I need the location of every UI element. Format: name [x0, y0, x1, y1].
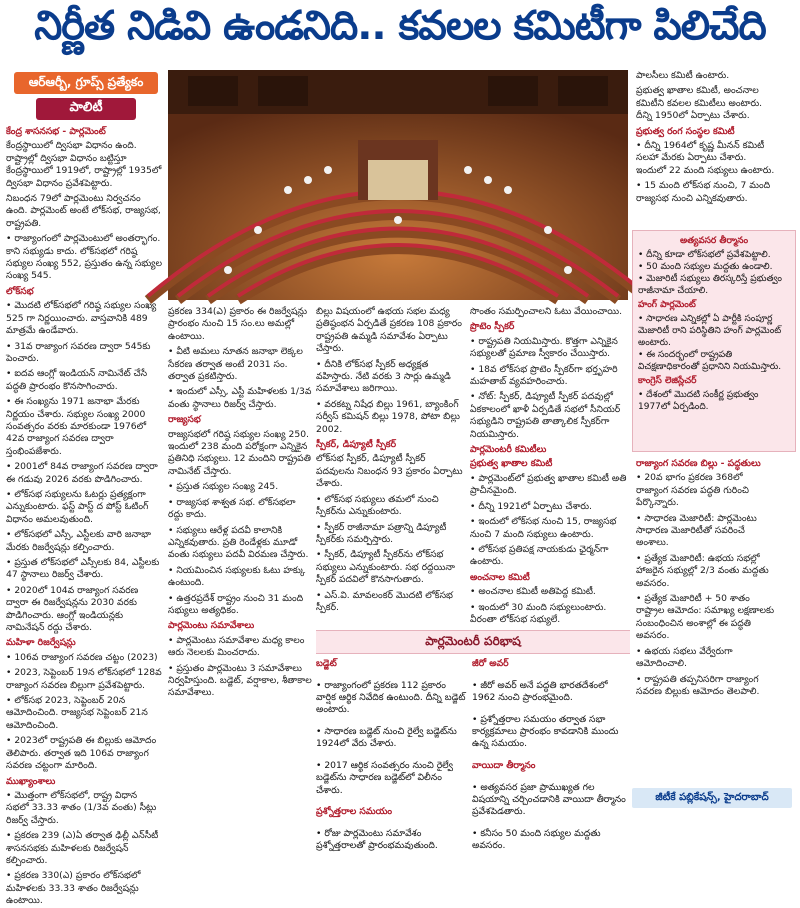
subheading: కేంద్ర శాసనసభ - పార్లమెంట్ [6, 126, 106, 137]
paragraph: • నోట్: స్పీకర్, డిప్యూటీ స్పీకర్ పదవుల్లో ఏకకాలంలో ఖాళీ ఏర్పడితే సభలో సీనియర్ సభ్యుడిని రాష్ట్రపతి తాత్కాలిక స్పీకర్‌గా నియమిస్తారు. [470, 391, 621, 440]
paragraph: • 2017 ఆర్థిక సంవత్సరం నుంచి రైల్వే బడ్జెట్‌ను సాధారణ బడ్జెట్‌లో విలీనం చేశారు. [316, 760, 453, 796]
paragraph: • 20వ భాగం ప్రకరణ 368లో రాజ్యాంగ సవరణ పద్ధతి గురించి పేర్కొన్నారు. [636, 472, 749, 509]
paragraph: • రాజ్యాంగంలో ప్రకరణ 112 ప్రకారం వార్షిక ఆర్థిక నివేదిక ఉంటుంది. దీన్ని బడ్జెట్ అంటారు. [316, 679, 466, 716]
paragraph: • కనీసం 50 మంది సభ్యుల మద్దతు అవసరం. [472, 828, 601, 852]
paragraph: • అత్యవసర ప్రజా ప్రాముఖ్యత గల విషయాన్ని చర్చించడానికి వాయిదా తీర్మానం ప్రవేశపెడతారు. [472, 781, 626, 818]
paragraph: • స్పీకర్ రాజీనామా పత్రాన్ని డిప్యూటీ స్పీకర్‌కు సమర్పిస్తారు. [316, 521, 447, 545]
paragraph: • రోజు పార్లమెంటు సమావేశం ప్రశ్నోత్తరాలతో ప్రారంభమవుతుంది. [316, 828, 438, 852]
column-3 [316, 306, 466, 626]
paragraph: • సాధారణ మెజారిటీ: పార్లమెంటు సాధారణ మెజారిటీతో సవరించే అంశాలు. [636, 512, 757, 549]
paragraph: • పార్లమెంటు సమావేశాల మధ్య కాలం ఆరు నెలలకు మించరాదు. [168, 634, 305, 659]
paragraph: • అంచనాల కమిటీ అతిపెద్ద కమిటీ. [470, 586, 596, 598]
subheading: పార్లమెంటరీ కమిటీలు [470, 444, 547, 456]
subheading: మహిళా రిజర్వేషన్లు [6, 637, 76, 649]
paragraph: • లోక్‌సభ ప్రతిపక్ష నాయకుడు ఛైర్మన్‌గా ఉంటారు. [470, 543, 609, 568]
paragraph: • జీరో అవర్ అనే పద్ధతి భారతదేశంలో 1962 నుంచి ప్రారంభమైంది. [472, 679, 608, 703]
section-tab: పాలిటీ [36, 98, 136, 120]
paragraph: • ఈ సంఖ్యను 1971 జనాభా మేరకు నిర్ణయం చేశారు. సభ్యుల సంఖ్య 2000 సంవత్సరం వరకు మారకుండా 1976లో 42వ రాజ్యాంగ సవరణ ద్వారా స్తంభింపజేశారు. [6, 396, 147, 457]
paragraph: • లోక్‌సభ 2023, సెప్టెంబర్ 20న ఆమోదించింది. రాజ్యసభ సెప్టెంబర్ 21న ఆమోదించింది. [6, 695, 148, 731]
paragraph: • ప్రస్తుతం పార్లమెంటు 3 సమావేశాలు నిర్వహిస్తుంది. బడ్జెట్, వర్షాకాల, శీతాకాల సమావేశాలు. [168, 662, 312, 699]
column-1 [6, 124, 162, 907]
column-5 [636, 70, 776, 220]
paragraph: • ఉభయ సభలు వేర్వేరుగా ఆమోదించాలి. [636, 645, 733, 670]
paragraph: • 15 మంది లోక్‌సభ నుంచి, 7 మంది రాజ్యసభ నుంచి ఎన్నికవుతారు. [636, 180, 771, 204]
info-box-title: అత్యవసర తీర్మానం [679, 236, 749, 246]
paragraph: • మొదటి లోక్‌సభలో గరిష్ఠ సభ్యుల సంఖ్య 525 గా నిర్ణయించారు. వాస్తవానికి 489 మాత్రమే ఉండేవారు. [6, 300, 157, 337]
paragraph: • సభ్యులు ఆరేళ్ల పదవీ కాలానికి ఎన్నికవుతారు. ప్రతి రెండేళ్లకు మూడో వంతు సభ్యులు పదవీ విరమణ చేస్తారు. [168, 524, 309, 561]
paragraph: బిల్లు విషయంలో ఉభయ సభల మధ్య ప్రతిష్ఠంభన ఏర్పడితే ప్రకరణ 108 ప్రకారం రాష్ట్రపతి ఉమ్మడి సమావేశం ఏర్పాటు చేస్తారు. [316, 306, 462, 355]
paragraph: • రాష్ట్రపతి నియమిస్తారు. కొత్తగా ఎన్నికైన సభ్యులతో ప్రమాణ స్వీకారం చేయిస్తారు. [470, 335, 618, 360]
subheading: అంచనాల కమిటీ [470, 571, 530, 583]
paragraph: • రాజ్యసభ శాశ్వత సభ. లోక్‌సభలా రద్దు కాదు. [168, 496, 296, 521]
paragraph: నిబంధన 79లో పార్లమెంటు నిర్వచనం ఉంది. పార్లమెంట్ అంటే లోక్‌సభ, రాజ్యసభ, రాష్ట్రపతి. [6, 193, 161, 229]
box-item: • సాధారణ ఎన్నికల్లో ఏ పార్టీకి సంపూర్ణ మెజారిటీ రాని పరిస్థితిని హంగ్ పార్లమెంట్ అంటారు. [638, 314, 782, 348]
box-item: • దేశంలో మొదటి సంకీర్ణ ప్రభుత్వం 1977లో ఏర్పడింది. [638, 390, 759, 412]
info-box-items [638, 249, 790, 297]
lower-band-title: పార్లమెంటరీ పరిభాష [316, 630, 630, 654]
subheading: బడ్జెట్ [316, 658, 337, 669]
paragraph: • ఇందులో లోక్‌సభ నుంచి 15, రాజ్యసభ నుంచి 7 మంది సభ్యులు ఉంటారు. [470, 516, 617, 540]
paragraph: • లోక్‌సభలో ఎస్సీ, ఎస్టీలకు వారి జనాభా మేరకు రిజర్వేషన్లు కల్పించారు. [6, 529, 151, 553]
box-item: • దీన్ని కూడా లోక్‌సభలో ప్రవేశపెట్టాలి. [638, 250, 771, 260]
box-item: • ఈ సందర్భంలో రాష్ట్రపతి విచక్షణాధికారంతో ప్రధానిని నియమిస్తారు. [638, 350, 782, 372]
paragraph: పాలసీలు కమిటీ ఉంటారు. [636, 70, 730, 81]
paragraph: రాజ్యసభలో గరిష్ఠ సభ్యుల సంఖ్య 250. ఇందులో 238 మంది పరోక్షంగా ఎన్నికైన ప్రతినిధి సభ్యులు. 12 మందిని రాష్ట్రపతి నామినేట్ చేస్తారు. [168, 428, 311, 477]
paragraph: • పార్లమెంట్‌లో ప్రభుత్వ ఖాతాల కమిటీ అతి ప్రాచీనమైంది. [470, 472, 627, 497]
paragraph: • స్పీకర్, డిప్యూటీ స్పీకర్‌ను లోక్‌సభ సభ్యులు ఎన్నుకుంటారు. సభ రద్దయినా స్పీకర్ పదవిలో కొనసాగుతారు. [316, 549, 455, 586]
paragraph: • ఉత్తరప్రదేశ్ రాష్ట్రం నుంచి 31 మంది సభ్యులు అత్యధికం. [168, 592, 304, 616]
paragraph: • ఇందులో ఎస్సీ, ఎస్టీ మహిళలకు 1/3వ వంతు స్థానాలు రిజర్వ్ చేస్తారు. [168, 386, 312, 410]
paragraph: • ప్రత్యేక మెజారిటీ: ఉభయ సభల్లో హాజరైన సభ్యుల్లో 2/3 వంతు మద్దతు అవసరం. [636, 552, 769, 589]
info-box-items3 [638, 389, 790, 413]
headline-banner [0, 0, 800, 62]
info-box-sub2: హంగ్ పార్లమెంట్ [638, 300, 696, 310]
paragraph: • ఐదవ ఆంగ్లో ఇండియన్ నామినేట్ చేసే పద్ధతి ప్రారంభం కొనసాగించారు. [6, 368, 148, 392]
paragraph: కేంద్రస్థాయిలో ద్విసభా విధానం ఉంది. రాష్ట్రాల్లో ద్విసభా విధానం బట్టిస్తూ కేంద్రస్థాయిలో 1919లో, రాష్ట్రాల్లో 1935లో ద్విసభా విధానం ప్రవేశపెట్టారు. [6, 140, 162, 189]
paragraph: • ప్రస్తుత లోక్‌సభలో ఎస్సీలకు 84, ఎస్టీలకు 47 స్థానాలు రిజర్వ్ చేశారు. [6, 557, 160, 581]
paragraph: • దీన్ని 1964లో కృష్ణ మీనన్ కమిటీ సలహా మేరకు ఏర్పాటు చేశారు. ఇందులో 22 మంది సభ్యులు ఉంటారు. [636, 140, 775, 176]
paragraph: • ప్రశ్నోత్తరాల సమయం తర్వాత సభా కార్యక్రమాలు ప్రారంభం కావడానికి ముందు ఉన్న సమయం. [472, 713, 619, 750]
subheading: రాజ్యాంగ సవరణ బిల్లు - పద్ధతులు [636, 458, 761, 469]
column-4 [470, 306, 630, 626]
paragraph: • 31వ రాజ్యాంగ సవరణ ద్వారా 545కు పెంచారు. [6, 340, 151, 364]
paragraph: • నియమించిన సభ్యులకు ఓటు హక్కు ఉంటుంది. [168, 564, 306, 589]
paragraph: • లోక్‌సభ సభ్యులు తమలో నుంచి స్పీకర్‌ను ఎన్నుకుంటారు. [316, 493, 439, 518]
column-6 [636, 456, 776, 786]
paragraph: • ప్రస్తుత సభ్యుల సంఖ్య 245. [168, 481, 279, 493]
info-box-items2 [638, 313, 790, 373]
headline: నిర్ణీత నిడివి ఉండనిది.. కవలల కమిటీగా పిలిచేది [34, 3, 766, 49]
lower-column-1 [316, 656, 466, 852]
paragraph: ప్రభుత్వ ఖాతాల కమిటీ, అంచనాల కమిటీని కవలల కమిటీలు అంటారు. దీన్ని 1950లో ఏర్పాటు చేశారు. [636, 85, 763, 122]
paragraph: • ప్రకరణ 239 (ఎ)ఏ తర్వాత ఢిల్లీ ఎన్‌సీటీ శాసనసభకు మహిళలకు రిజర్వేషన్ కల్పించారు. [6, 830, 159, 866]
paragraph: • 2020లో 104వ రాజ్యాంగ సవరణ ద్వారా ఈ రిజర్వేషన్లను 2030 వరకు పొడిగించారు. ఆంగ్లో ఇండియన్లకు నామినేషన్ రద్దు చేశారు. [6, 584, 139, 634]
paragraph: సొంతం సమర్పించాలని ఓటు వేయించాయి. [470, 306, 623, 317]
paragraph: • ప్రత్యేక మెజారిటీ + 50 శాతం రాష్ట్రాల ఆమోదం: సమాఖ్య లక్షణాలకు సంబంధించిన అంశాల్లో ఈ పద్ధతి అవసరం. [636, 593, 775, 642]
subheading: లోక్‌సభ [6, 285, 34, 297]
parliament-chamber-image [168, 70, 628, 300]
subheading: ప్రభుత్వ ఖాతాల కమిటీ [470, 458, 553, 470]
subheading: ముఖ్యాంశాలు [6, 775, 56, 787]
paragraph: • మొత్తంగా లోక్‌సభలో, రాష్ట్ర విధాన సభలో 33.33 శాతం (1/3వ వంతు) సీట్లు రిజర్వ్ చేస్తారు. [6, 789, 157, 826]
subheading: ప్రశ్నోత్తరాల సమయం [316, 806, 393, 818]
parliament-photo [168, 70, 628, 300]
paragraph: • ఎస్.వి. మావలంకర్ మొదటి లోక్‌సభ స్పీకర్. [316, 589, 453, 613]
subheading: జీరో అవర్ [472, 658, 509, 669]
paragraph: • రాష్ట్రపతి తప్పనిసరిగా రాజ్యాంగ సవరణ బిల్లుకు ఆమోదం తెలపాలి. [636, 673, 760, 697]
brand-tab: ఆర్ఆర్బీ, గ్రూప్స్ ప్రత్యేకం [14, 72, 158, 94]
paragraph: • 2023లో రాష్ట్రపతి ఈ బిల్లుకు ఆమోదం తెలిపారు. తర్వాత ఇది 106వ రాజ్యాంగ సవరణ చట్టంగా మారింది. [6, 735, 157, 772]
lower-column-2 [472, 656, 630, 852]
subheading: వాయిదా తీర్మానం [472, 760, 536, 771]
column-2 [168, 306, 312, 699]
box-item: • మెజారిటీ సభ్యులు తిరస్కరిస్తే ప్రభుత్వం రాజీనామా చేయాలి. [638, 274, 782, 296]
subheading: స్పీకర్, డిప్యూటీ స్పీకర్ [316, 439, 397, 451]
subheading: ప్రొటెం స్పీకర్ [470, 321, 515, 333]
paragraph: • సాధారణ బడ్జెట్ నుంచి రైల్వే బడ్జెట్‌ను 1924లో వేరు చేశారు. [316, 726, 457, 750]
subheading: ప్రభుత్వ రంగ సంస్థల కమిటీ [636, 125, 735, 137]
paragraph: • వరకట్న నిషేధ బిల్లు 1961, బ్యాంకింగ్ సర్వీస్ కమిషన్ బిల్లు 1978, పోటా బిల్లు 2002. [316, 398, 460, 435]
paragraph: • రాజ్యాంగంలో పార్లమెంటులో అంతర్భాగం. కాని సభ్యుడు కాదు. లోక్‌సభలో గరిష్ఠ సభ్యుల సంఖ్య 552, ప్రస్తుతం ఉన్న సభ్యుల సంఖ్య 545. [6, 233, 162, 282]
footer-publisher: జీటీకే పబ్లికేషన్స్, హైదరాబాద్ [632, 788, 792, 808]
info-box-sub3: కాంగ్రెస్ లెజిస్లేచర్ [638, 376, 697, 386]
paragraph: • 2001లో 84వ రాజ్యాంగ సవరణ ద్వారా ఈ గడువు 2026 వరకు పొడిగించారు. [6, 461, 158, 485]
paragraph: • 2023, సెప్టెంబర్ 19న లోక్‌సభలో 128వ రాజ్యాంగ సవరణ బిల్లుగా ప్రవేశపెట్టారు. [6, 667, 162, 691]
paragraph: • ప్రకరణ 330(ఎ) ప్రకారం లోక్‌సభలో మహిళలకు 33.33 శాతం రిజర్వేషన్లు ఉంటాయి. [6, 870, 141, 907]
paragraph: • దీనికి లోక్‌సభ స్పీకర్ అధ్యక్షత వహిస్తారు. నేటి వరకు 3 సార్లు ఉమ్మడి సమావేశాలు జరిగాయి. [316, 358, 451, 395]
paragraph: ప్రకరణ 334(ఎ) ప్రకారం ఈ రిజర్వేషన్లు ప్రారంభం నుంచి 15 సం.లు అమల్లో ఉంటాయి. [168, 306, 308, 342]
paragraph: • 106వ రాజ్యాంగ సవరణ చట్టం (2023) [6, 651, 158, 663]
paragraph: • 18వ లోక్‌సభ ప్రొటెం స్పీకర్‌గా భర్తృహరి మహతాబ్ వ్యవహరించారు. [470, 363, 618, 388]
paragraph: • వీటి అమలు నూతన జనాభా లెక్కల సేకరణ తర్వాత అంటే 2031 సం. తర్వాత ప్రకటిస్తారు. [168, 346, 303, 383]
info-box [632, 230, 796, 452]
paragraph: • దీన్ని 1921లో ఏర్పాటు చేశారు. [470, 500, 592, 512]
box-item: • 50 మంది సభ్యుల మద్దతు ఉండాలి. [638, 262, 773, 272]
subheading: పార్లమెంటు సమావేశాలు [168, 620, 255, 632]
paragraph: • లోక్‌సభ సభ్యులను ఓటర్లు ప్రత్యక్షంగా ఎన్నుకుంటారు. ఫస్ట్ పాస్ట్ ద పోస్ట్ ఓటింగ్ విధానం అమలవుతుంది. [6, 488, 149, 525]
paragraph: లోక్‌సభ స్పీకర్, డిప్యూటీ స్పీకర్ పదవులను నిబంధన 93 ప్రకారం ఏర్పాటు చేశారు. [316, 453, 463, 490]
paragraph: • ఇందులో 30 మంది సభ్యులుంటారు. వీరంతా లోక్‌సభ సభ్యులే. [470, 601, 607, 625]
subheading: రాజ్యసభ [168, 414, 201, 426]
